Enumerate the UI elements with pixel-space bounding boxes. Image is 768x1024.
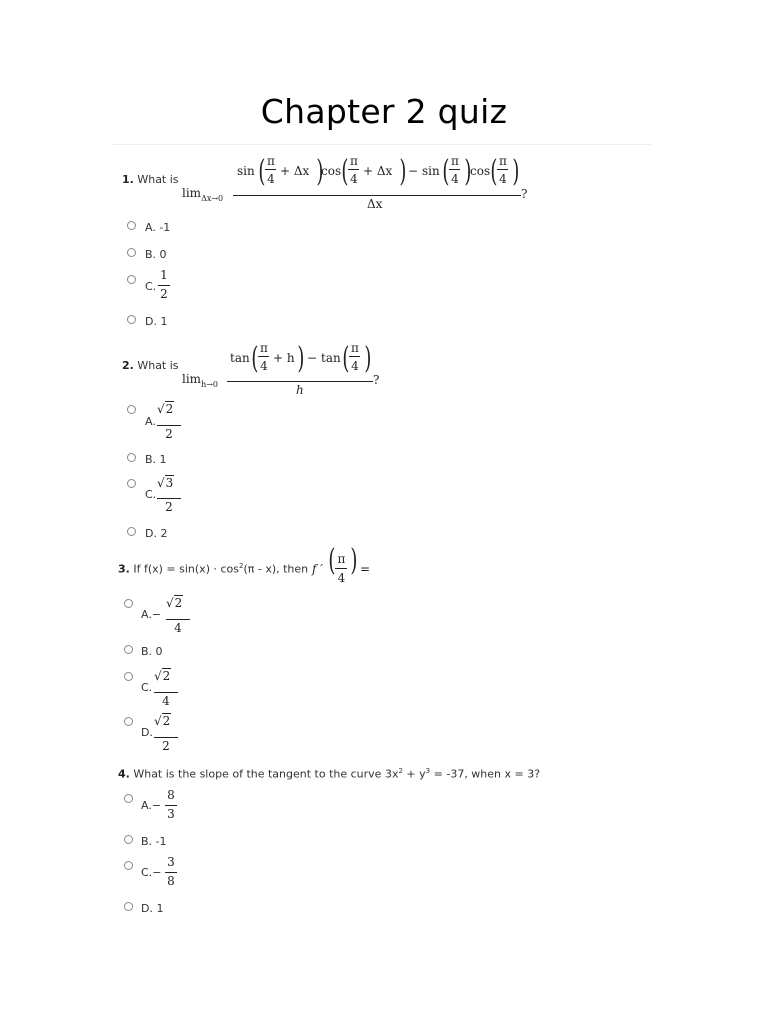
question-mark: ? (373, 373, 380, 387)
equals-sign: = (360, 562, 371, 576)
question-4-prompt: 4. What is the slope of the tangent to the curve $3x^2 + y^3 = -37$, when x = 3? (118, 767, 541, 781)
question-2-numerator: tan ( π 4 + h ) − tan ( π 4 ) (230, 341, 372, 376)
fraction-denominator: 2 (160, 287, 168, 301)
limit-operator: $\lim_{h\to 0}$ (182, 372, 219, 389)
f-prime: f ′ (312, 562, 323, 576)
fraction-denominator: 4 (162, 694, 170, 708)
fraction-denominator: 4 (174, 621, 182, 635)
fraction-denominator: 2 (165, 500, 173, 514)
fraction-bar (154, 692, 178, 693)
q4-option-a: A.− (141, 799, 162, 812)
fraction-bar (158, 285, 170, 286)
fraction-numerator: 8 (167, 788, 175, 802)
fraction-bar (227, 381, 373, 382)
question-2-denominator: h (296, 383, 304, 397)
fraction-denominator: 2 (165, 427, 173, 441)
divider (112, 144, 652, 145)
q1-option-d-radio[interactable] (127, 315, 136, 324)
sqrt-numerator: √2 (154, 669, 171, 683)
q2-option-a-radio[interactable] (127, 405, 136, 414)
q4-option-b-radio[interactable] (124, 835, 133, 844)
q4-option-c-radio[interactable] (124, 861, 133, 870)
question-1-denominator: Δx (367, 197, 383, 211)
q1-option-a: A. -1 (145, 221, 171, 234)
q1-option-d: D. 1 (145, 315, 168, 328)
q3-option-c: C. (141, 681, 153, 694)
fraction-bar (165, 805, 177, 806)
fraction-numerator: 3 (167, 855, 175, 869)
fraction-bar (165, 872, 177, 873)
q2-option-d: D. 2 (145, 527, 168, 540)
fraction-bar (335, 568, 347, 569)
question-2-prompt: 2. What is (122, 359, 179, 372)
question-mark: ? (521, 187, 528, 201)
q3-option-b-radio[interactable] (124, 645, 133, 654)
q4-option-b: B. -1 (141, 835, 167, 848)
q1-option-c: C. (145, 280, 157, 293)
fraction-numerator: 1 (160, 268, 168, 282)
q1-option-a-radio[interactable] (127, 221, 136, 230)
sqrt-numerator: √2 (166, 596, 183, 610)
q1-option-b-radio[interactable] (127, 248, 136, 257)
q4-option-c: C.− (141, 866, 162, 879)
page-title: Chapter 2 quiz (260, 92, 508, 131)
q3-option-c-radio[interactable] (124, 672, 133, 681)
q4-option-d-radio[interactable] (124, 902, 133, 911)
sqrt-numerator: √2 (154, 714, 171, 728)
fraction-denominator: 4 (337, 571, 346, 585)
fraction-denominator: 8 (167, 874, 175, 888)
q3-option-a: A.− (141, 608, 162, 621)
fraction-bar (157, 425, 181, 426)
question-1-prompt: 1. What is (122, 173, 179, 186)
q4-option-d: D. 1 (141, 902, 164, 915)
limit-operator: $\lim_{\Delta x\to 0}$ (182, 186, 224, 203)
question-3-prompt: 3. If $f(x) = \sin(x) \cdot \cos^2(\pi - x)$, then (118, 562, 309, 576)
q1-option-c-radio[interactable] (127, 275, 136, 284)
q2-option-b-radio[interactable] (127, 453, 136, 462)
right-paren: ) (350, 543, 358, 578)
q2-option-b: B. 1 (145, 453, 167, 466)
q3-option-d-radio[interactable] (124, 717, 133, 726)
fraction-numerator: π (337, 552, 346, 566)
sqrt-numerator: √3 (157, 476, 174, 490)
fraction-bar (157, 498, 181, 499)
left-paren: ( (328, 543, 336, 578)
fraction-denominator: 2 (162, 739, 170, 753)
q2-option-c: C. (145, 488, 157, 501)
fraction-bar (166, 619, 190, 620)
q2-option-c-radio[interactable] (127, 479, 136, 488)
q3-option-d: D. (141, 726, 153, 739)
q2-option-a: A. (145, 415, 156, 428)
q3-option-a-radio[interactable] (124, 599, 133, 608)
q4-option-a-radio[interactable] (124, 794, 133, 803)
sqrt-numerator: √2 (157, 402, 174, 416)
fraction-bar (154, 737, 178, 738)
q1-option-b: B. 0 (145, 248, 167, 261)
fraction-bar (233, 195, 521, 196)
fraction-denominator: 3 (167, 807, 175, 821)
q3-option-b: B. 0 (141, 645, 163, 658)
q2-option-d-radio[interactable] (127, 527, 136, 536)
question-1-numerator: sin ( π 4 + Δx ) cos ( π 4 + Δx ) − sin ( π 4 ) cos ( π 4 ) (237, 154, 520, 189)
